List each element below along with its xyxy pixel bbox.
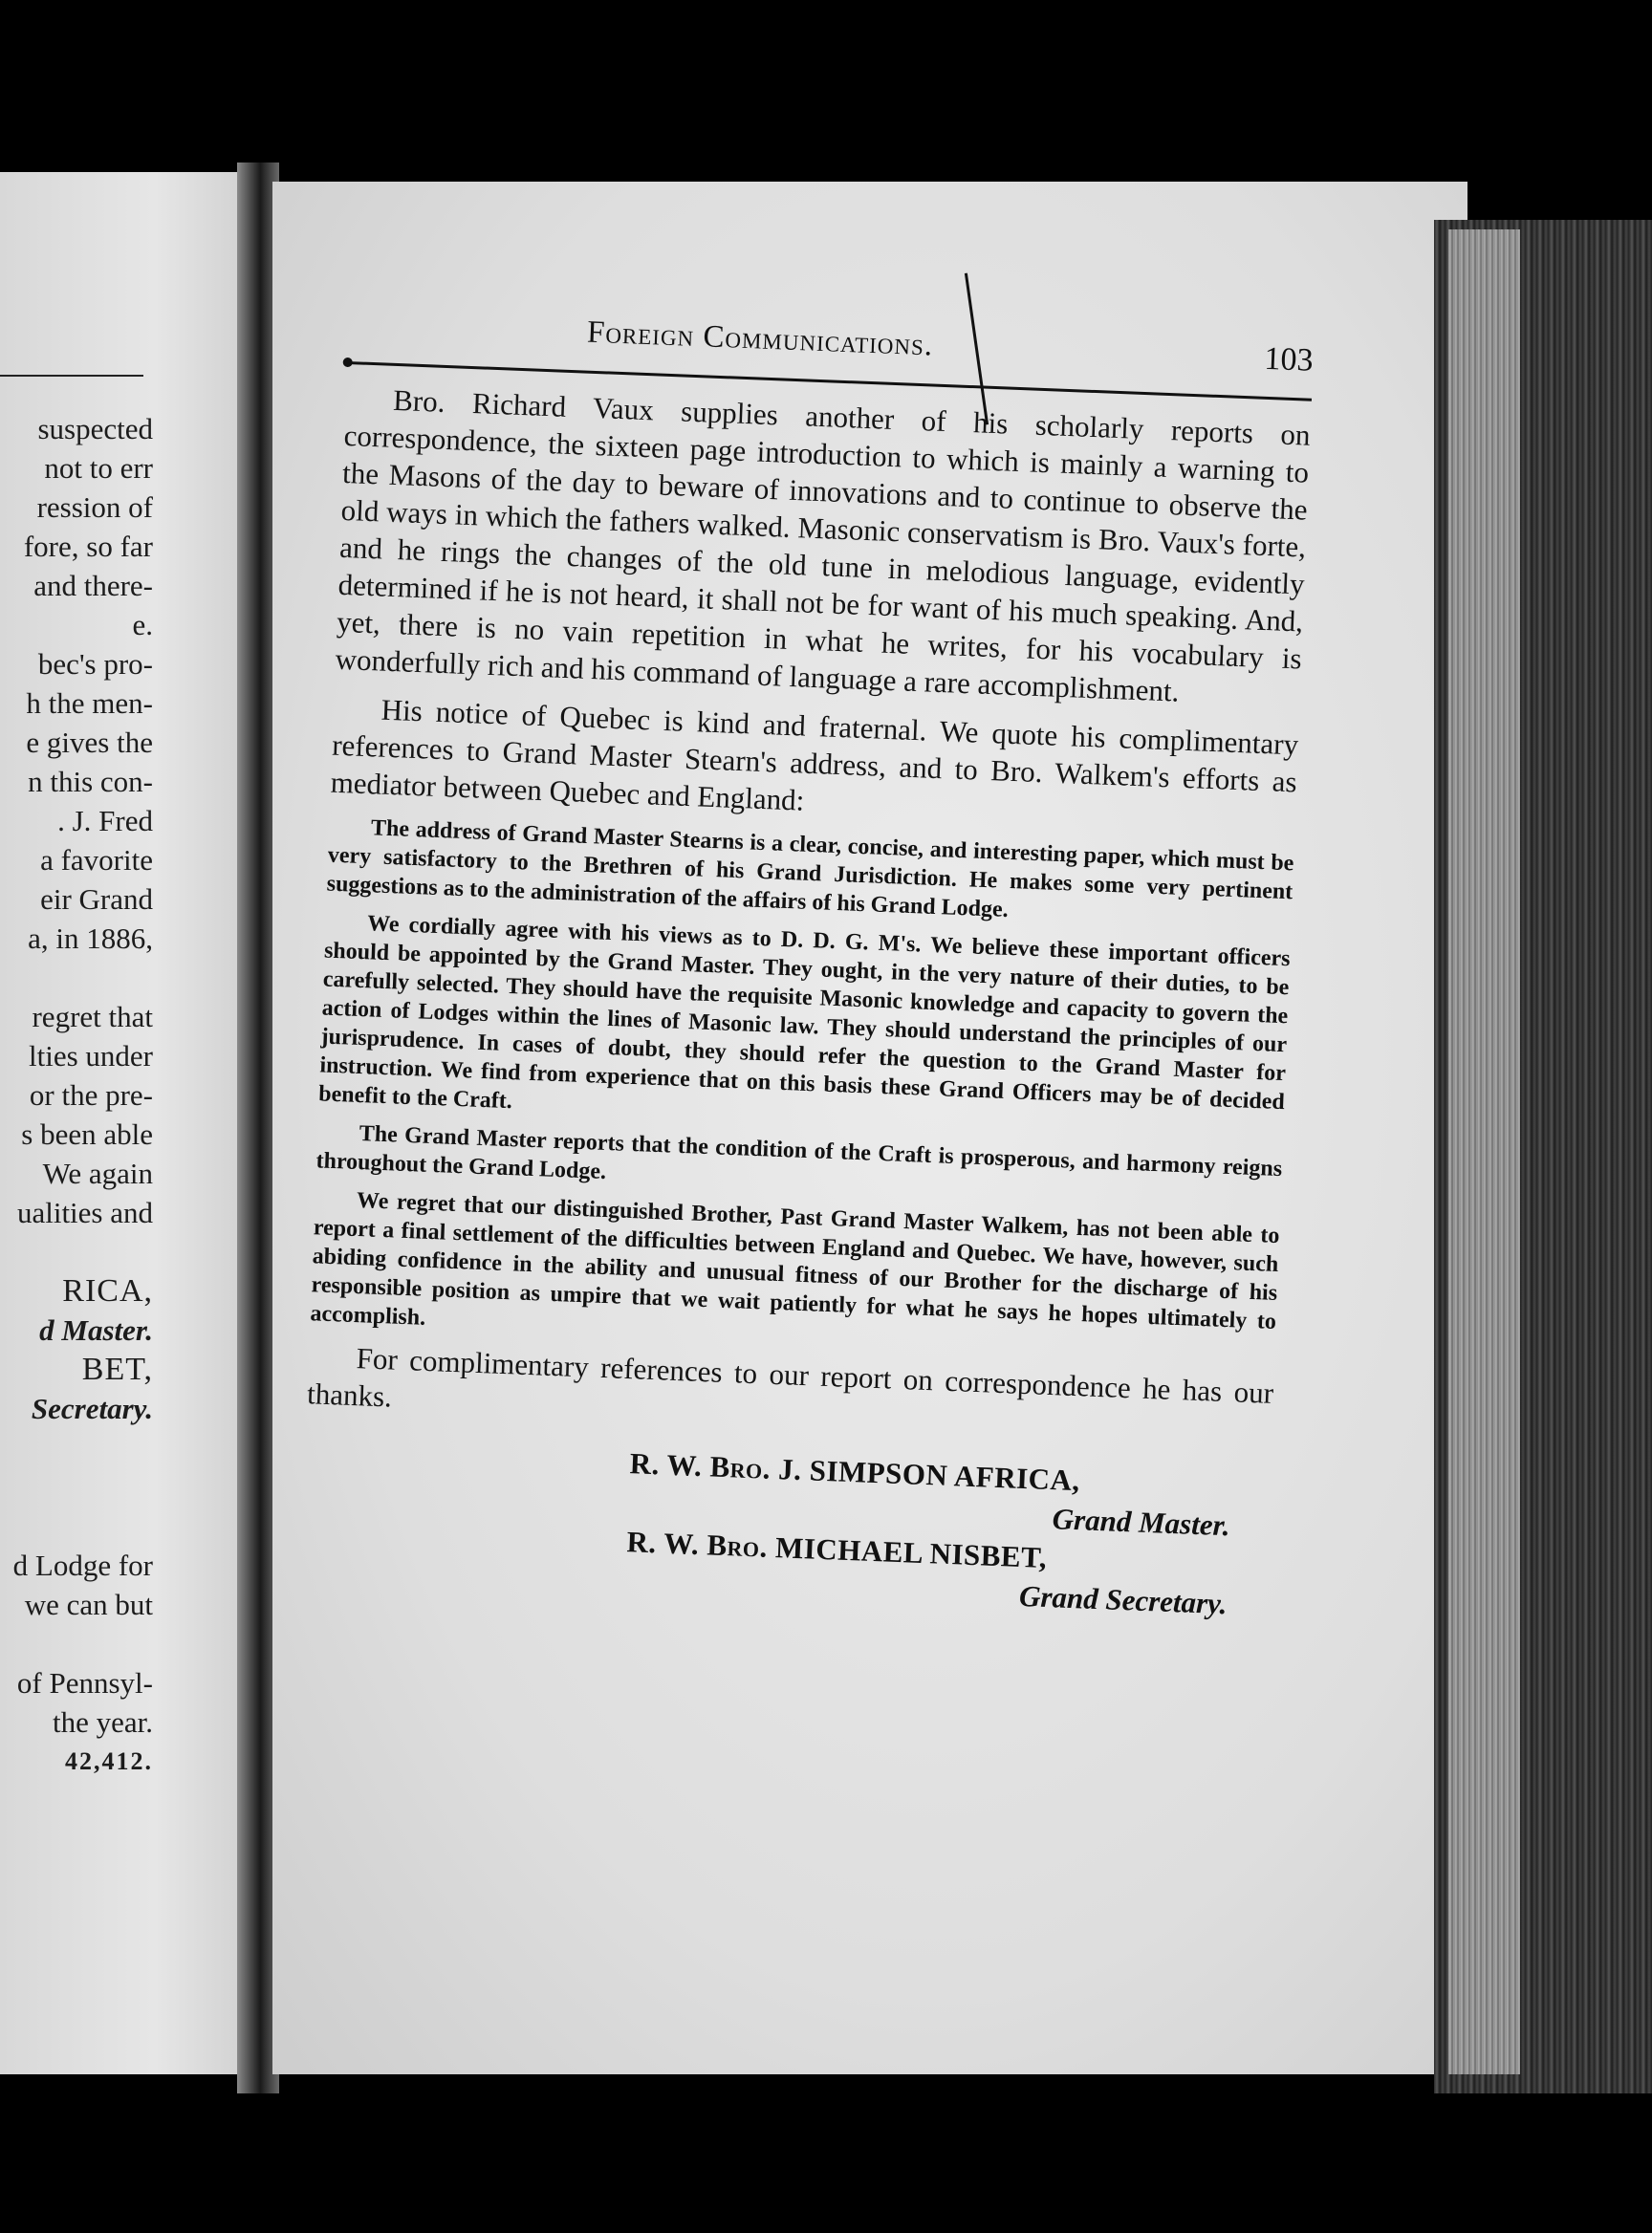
left-page-line: n this con- — [28, 765, 153, 798]
left-page-line — [0, 1467, 153, 1507]
left-page-line: We again — [42, 1157, 153, 1190]
left-page-line: Secretary. — [31, 1392, 153, 1425]
left-page-rule — [0, 375, 143, 377]
quoted-paragraph: The Grand Master reports that the condition of the Craft is prosperous, and harmony reigns throughout the Grand Lodge. — [315, 1121, 1283, 1184]
left-page-line: . J. Fred — [57, 804, 153, 837]
page-text-area — [299, 306, 1314, 1625]
left-page-line — [0, 1232, 153, 1271]
quoted-paragraph: The address of Grand Master Stearns is a clear, concise, and interesting paper, which must be very satisfactory to the Brethren of his Grand Jurisdiction. He makes some very pertinent suggestions as to the administration of the affairs of his Grand Lodge. — [326, 815, 1294, 922]
left-page-line — [0, 1428, 153, 1467]
left-page-line: a, in 1886, — [28, 921, 153, 955]
left-page-line: not to err — [44, 451, 153, 485]
left-page-line: the year. — [52, 1705, 153, 1739]
signature-name: R. W. Bro. MICHAEL NISBET, — [625, 1525, 1048, 1574]
signature-block — [299, 1431, 1271, 1625]
main-page — [272, 182, 1467, 2074]
left-page-line: eir Grand — [40, 882, 153, 916]
left-page-line — [0, 1624, 153, 1663]
left-page-line: of Pennsyl- — [16, 1666, 153, 1700]
left-page-line: we can but — [24, 1588, 153, 1621]
left-page-line: 42,412. — [65, 1747, 153, 1775]
signature-title: Grand Secretary. — [1018, 1578, 1228, 1621]
left-page-line: suspected — [37, 412, 153, 445]
left-page-line: or the pre- — [29, 1078, 153, 1112]
left-page-line: regret that — [32, 1000, 153, 1033]
signature-title: Grand Master. — [1052, 1502, 1231, 1543]
left-page-line: s been able — [21, 1117, 153, 1151]
left-page-line: lties under — [29, 1039, 153, 1073]
left-page-line: e gives the — [26, 726, 153, 759]
left-page-line — [0, 1507, 153, 1546]
left-page-line: h the men- — [26, 686, 153, 720]
body-paragraph: Bro. Richard Vaux supplies another of his scholarly reports on correspondence, the sixteen page introduction to which is mainly a warning to the Masons of the day to beware of innovations and to continue to observe the old ways in which the fathers walked. Masonic conservatism is Bro. Vaux's forte, and he rings the changes of the old tune in melodious language, evidently determined if he is not heard, it shall not be for want of his much speaking. And, yet, there is no vain repetition in what he writes, for his vocabulary is wonderfully rich and his command of language a rare accomplishment. — [335, 382, 1312, 708]
left-page-line: d Lodge for — [12, 1549, 153, 1582]
left-page-line: BET, — [81, 1352, 153, 1387]
left-page-line: fore, so far — [23, 530, 153, 563]
left-page-fragment — [0, 172, 258, 2074]
closing-paragraph: For complimentary references to our report on correspondence he has our thanks. — [306, 1341, 1274, 1414]
left-page-line: a favorite — [40, 843, 153, 877]
quoted-paragraph: We regret that our distinguished Brother, Past Grand Master Walkem, has not been able to report a final settlement of the difficulties between England and Quebec. We have, however, such abiding confidence in the ability and unusual fitness of our Brother for the discharge of his responsible position as umpire that we wait patiently for what he says he hopes ultimately to accomplish. — [310, 1188, 1280, 1335]
left-page-lines — [0, 409, 153, 1781]
page-stack-edge — [1448, 229, 1520, 2074]
left-page-line: RICA, — [62, 1273, 153, 1309]
left-page-line: e. — [132, 608, 153, 641]
page-number: 103 — [1263, 340, 1315, 379]
left-page-line: ression of — [36, 490, 153, 524]
body-paragraph: His notice of Quebec is kind and fraternal. We quote his complimentary references to Grand Master Stearn's address, and to Bro. Walkem's efforts as mediator between Quebec and England: — [330, 692, 1299, 817]
left-page-line: ualities and — [16, 1196, 153, 1229]
left-page-line: and there- — [33, 569, 153, 602]
left-page-line — [0, 958, 153, 997]
running-title: Foreign Communications. — [586, 314, 934, 363]
left-page-line: bec's pro- — [37, 647, 153, 681]
quoted-paragraph: We cordially agree with his views as to D. D. G. M's. We believe these important officers should be appointed by the Grand Master. They ought, in the very nature of their duties, to be carefully selected. They should have the requisite Masonic knowledge and capacity to govern the action of Lodges within the lines of Masonic law. They should understand the principles of our jurisprudence. In cases of doubt, they should refer the question to the Grand Master for instruction. We find from experience that on this basis these Grand Officers may be of decided benefit to the Craft. — [317, 911, 1291, 1116]
signature-name: R. W. Bro. J. SIMPSON AFRICA, — [629, 1446, 1081, 1498]
left-page-line: d Master. — [39, 1313, 153, 1347]
